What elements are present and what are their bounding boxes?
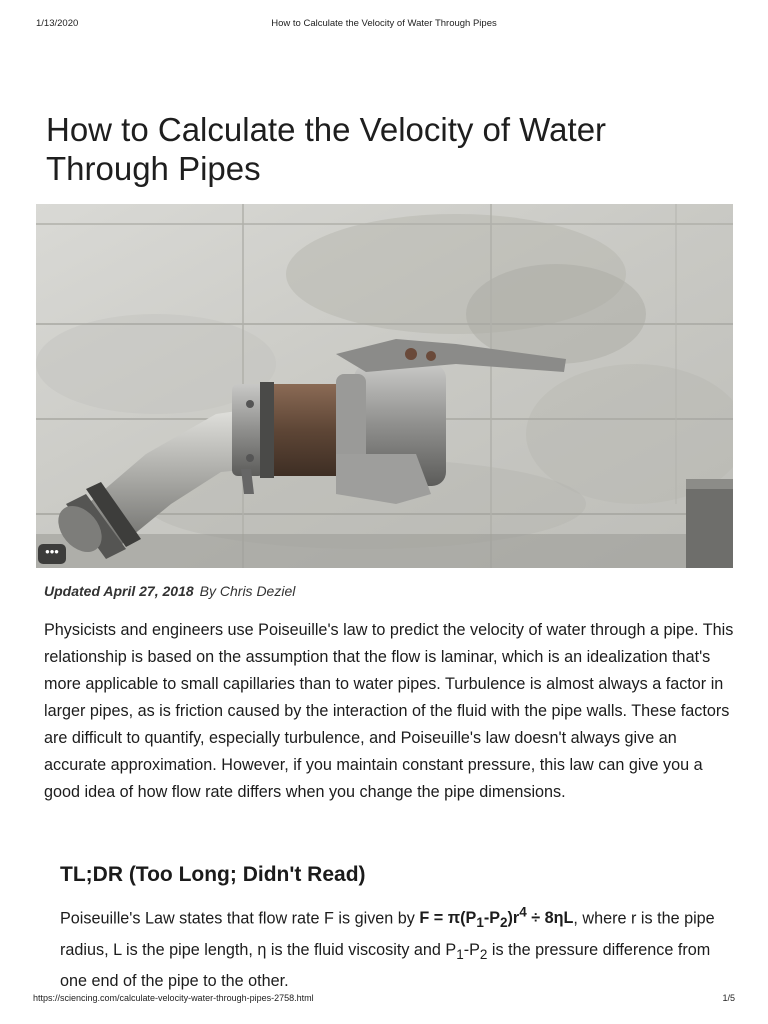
print-page-number: 1/5 [722,993,735,1003]
tldr-text-after: -P [463,940,480,959]
poiseuille-formula [419,905,574,931]
tldr-heading: TL;DR (Too Long; Didn't Read) [60,863,366,886]
print-url: https://sciencing.com/calculate-velocity-water-through-pipes-2758.html [33,993,314,1003]
tldr-text-after: , where r is the pipe radius, L is the pipe length, η is the fluid viscosity and P [60,909,715,959]
formula-part: ÷ 8ηL [526,909,574,928]
tldr-paragraph [60,899,730,995]
article-title: How to Calculate the Velocity of Water Through Pipes [46,111,607,187]
print-header [0,18,768,32]
formula-part: F = π(P [419,909,477,928]
formula-part: )r [507,909,520,928]
byline [44,583,295,599]
print-date: 1/13/2020 [36,18,79,29]
intro-paragraph: Physicists and engineers use Poiseuille's law to predict the velocity of water through a pipe. This relationship is based on the assumption that the flow is laminar, which is an idealization that's more applicable to small capillaries than to water pipes. Turbulence is almost always a factor in larger pipes, as is friction caused by the interaction of the fluid with the pipe walls. These factors are difficult to quantify, especially turbulence, and Poiseuille's law doesn't always give an accurate approximation. However, if you maintain constant pressure, this law can give you a good idea of how flow rate differs when you change the pipe dimensions. [44,621,734,801]
image-more-button[interactable] [38,544,66,564]
formula-part: -P [483,909,501,928]
hero-image [36,204,733,568]
tldr-text-after: is the pressure difference from one end of the pipe to the other. [60,940,711,990]
author-name: By Chris Deziel [199,583,296,599]
tldr-text-before: Poiseuille's Law states that flow rate F is given by [60,909,420,928]
print-footer [0,993,768,1007]
print-page-title: How to Calculate the Velocity of Water Through Pipes [271,18,497,29]
formula-exponent: 4 [519,905,527,920]
pressure-subscript: 1 [456,946,464,962]
formula-subscript: 1 [476,915,484,931]
pressure-subscript: 2 [479,946,488,962]
formula-subscript: 2 [500,915,508,931]
more-icon: ••• [45,544,59,559]
updated-date: Updated April 27, 2018 [44,583,194,599]
pipe-photo-illustration [36,204,733,568]
